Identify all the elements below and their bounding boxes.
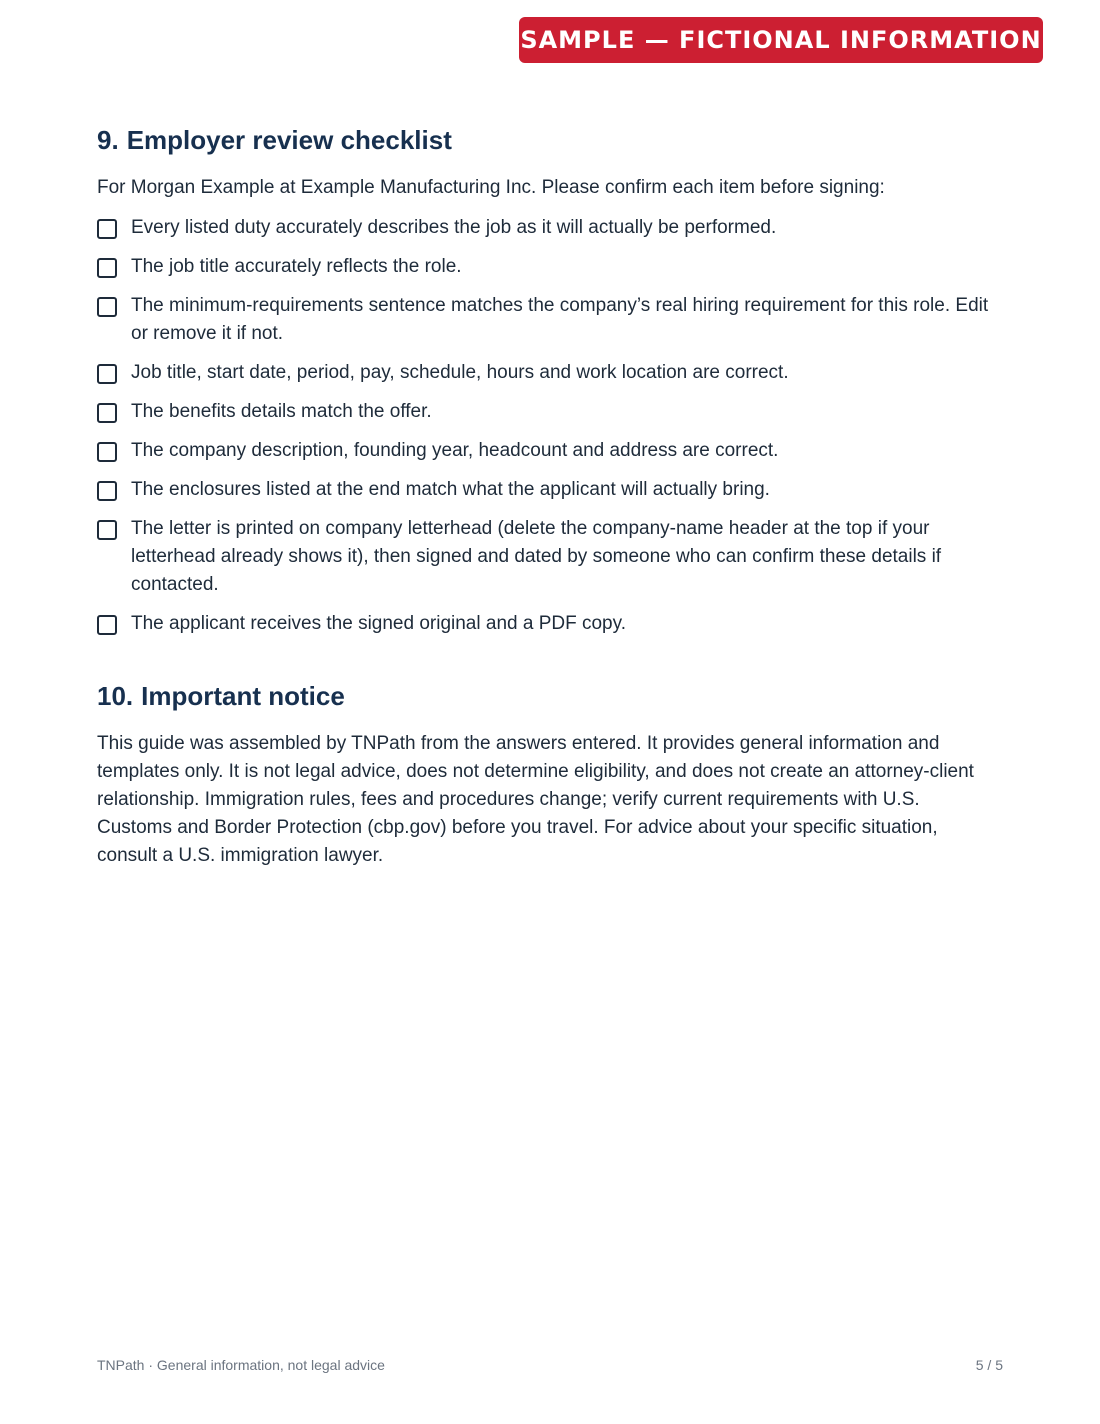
checklist-item	[97, 253, 997, 281]
checklist-item	[97, 515, 997, 599]
important-notice-text: This guide was assembled by TNPath from the answers entered. It provides general information and templates only. It is not legal advice, does not determine eligibility, and does not create an attorney-client relationship. Immigration rules, fees and procedures change; verify current requirements with U.S. Customs and Border Protection (cbp.gov) before you travel. For advice about your specific situation, consult a U.S. immigration lawyer.	[97, 733, 974, 866]
section-number: 10.	[97, 681, 134, 711]
sample-banner: SAMPLE — FICTIONAL INFORMATION	[519, 17, 1043, 63]
checkbox[interactable]	[97, 364, 117, 384]
checkbox[interactable]	[97, 481, 117, 501]
section-title: Important notice	[141, 681, 345, 711]
checklist-item	[97, 398, 997, 426]
checklist-item-text: The applicant receives the signed original and a PDF copy.	[131, 613, 626, 634]
checklist-item	[97, 292, 997, 348]
checklist-item	[97, 476, 997, 504]
checkbox[interactable]	[97, 520, 117, 540]
page-number: 5 / 5	[975, 1357, 1003, 1373]
checklist-item	[97, 610, 997, 638]
checkbox[interactable]	[97, 442, 117, 462]
checklist-item-text: The enclosures listed at the end match what the applicant will actually bring.	[131, 479, 770, 500]
document-body	[97, 118, 997, 870]
checklist-item	[97, 437, 997, 465]
checklist-intro: For Morgan Example at Example Manufacturing Inc. Please confirm each item before signing:	[97, 177, 885, 198]
checklist-item-text: The company description, founding year, headcount and address are correct.	[131, 440, 779, 461]
checkbox[interactable]	[97, 297, 117, 317]
checkbox[interactable]	[97, 403, 117, 423]
checklist-item	[97, 214, 997, 242]
section-9-heading	[97, 118, 997, 162]
checkbox[interactable]	[97, 219, 117, 239]
section-number: 9.	[97, 125, 119, 155]
checklist-item-text: Job title, start date, period, pay, schedule, hours and work location are correct.	[131, 362, 789, 383]
checklist-item-text: The minimum-requirements sentence matches the company’s real hiring requirement for this role. Edit or remove it if not.	[131, 295, 989, 344]
checklist-item-text: The job title accurately reflects the role.	[131, 256, 462, 277]
checklist-item	[97, 359, 997, 387]
page-footer	[97, 1357, 1003, 1373]
section-title: Employer review checklist	[126, 125, 452, 155]
section-10-heading	[97, 674, 997, 718]
checkbox[interactable]	[97, 258, 117, 278]
employer-checklist	[97, 214, 997, 638]
checkbox[interactable]	[97, 615, 117, 635]
footer-disclaimer: TNPath · General information, not legal advice	[97, 1357, 385, 1373]
checklist-item-text: The letter is printed on company letterhead (delete the company-name header at the top if your letterhead already shows it), then signed and dated by someone who can confirm these details if contacted.	[131, 518, 942, 595]
checklist-item-text: The benefits details match the offer.	[131, 401, 432, 422]
checklist-item-text: Every listed duty accurately describes the job as it will actually be performed.	[131, 217, 777, 238]
